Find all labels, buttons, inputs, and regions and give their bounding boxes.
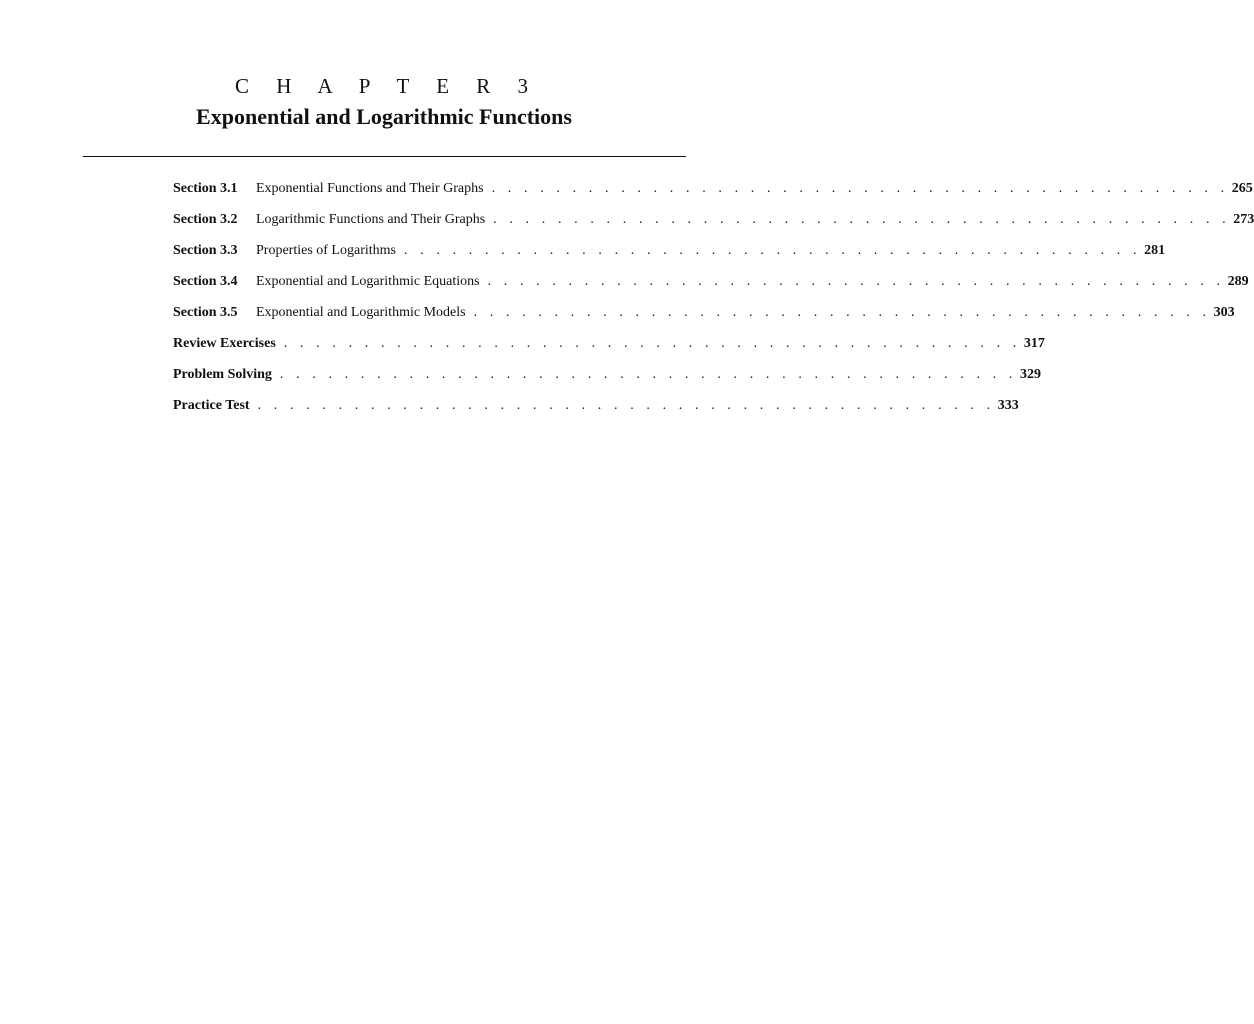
toc-entry-review-exercises[interactable] — [173, 334, 1045, 365]
chapter-label: C H A P T E R 3 — [234, 74, 540, 98]
toc-entry-section-3-4[interactable] — [173, 272, 1249, 303]
toc-entry-label: Section 3.2 — [173, 212, 238, 227]
toc-entry-label: Section 3.1 — [173, 181, 238, 196]
toc-entry-problem-solving[interactable] — [173, 365, 1042, 396]
toc-entry-practice-test[interactable] — [173, 396, 1019, 427]
dot-leader: . . . . . . . . . . . . . . . . . . . . . . . . . . . . . . . . . . . . . . . . . . . . . . — [491, 181, 1229, 196]
toc-entry-page: 317 — [1023, 336, 1045, 351]
toc-entry-page: 265 — [1231, 181, 1253, 196]
toc-entry-page: 333 — [997, 398, 1019, 413]
dot-leader: . . . . . . . . . . . . . . . . . . . . . . . . . . . . . . . . . . . . . . . . . . . . . . — [493, 212, 1231, 227]
dot-leader: . . . . . . . . . . . . . . . . . . . . . . . . . . . . . . . . . . . . . . . . . . . . . . — [487, 274, 1225, 289]
dot-leader: . . . . . . . . . . . . . . . . . . . . . . . . . . . . . . . . . . . . . . . . . . . . . . — [257, 398, 995, 413]
toc-entry-label: Review Exercises — [173, 336, 276, 351]
toc-entry-title: Exponential and Logarithmic Models — [256, 305, 466, 320]
toc-entry-label: Problem Solving — [173, 367, 272, 382]
toc-entry-page: 329 — [1020, 367, 1042, 382]
dot-leader: . . . . . . . . . . . . . . . . . . . . . . . . . . . . . . . . . . . . . . . . . . . . . . — [473, 305, 1211, 320]
dot-leader: . . . . . . . . . . . . . . . . . . . . . . . . . . . . . . . . . . . . . . . . . . . . . . — [283, 336, 1021, 351]
toc-entry-label: Section 3.3 — [173, 243, 238, 258]
toc-entry-section-3-5[interactable] — [173, 303, 1235, 334]
table-of-contents — [173, 179, 1254, 427]
toc-entry-page: 303 — [1213, 305, 1235, 320]
toc-entry-title: Exponential Functions and Their Graphs — [256, 181, 484, 196]
toc-entry-page: 273 — [1233, 212, 1254, 227]
toc-entry-label: Section 3.5 — [173, 305, 238, 320]
title-divider — [83, 156, 686, 157]
toc-entry-page: 281 — [1144, 243, 1166, 258]
chapter-title: Exponential and Logarithmic Functions — [196, 104, 572, 129]
toc-entry-section-3-2[interactable] — [173, 210, 1254, 241]
toc-entry-label: Practice Test — [173, 398, 250, 413]
toc-entry-section-3-3[interactable] — [173, 241, 1166, 272]
toc-entry-title: Logarithmic Functions and Their Graphs — [256, 212, 486, 227]
toc-entry-title: Properties of Logarithms — [256, 243, 396, 258]
toc-entry-label: Section 3.4 — [173, 274, 238, 289]
toc-entry-page: 289 — [1227, 274, 1249, 289]
toc-entry-section-3-1[interactable] — [173, 179, 1253, 210]
dot-leader: . . . . . . . . . . . . . . . . . . . . . . . . . . . . . . . . . . . . . . . . . . . . . . — [403, 243, 1142, 258]
toc-entry-title: Exponential and Logarithmic Equations — [256, 274, 480, 289]
dot-leader: . . . . . . . . . . . . . . . . . . . . . . . . . . . . . . . . . . . . . . . . . . . . . . — [279, 367, 1018, 382]
